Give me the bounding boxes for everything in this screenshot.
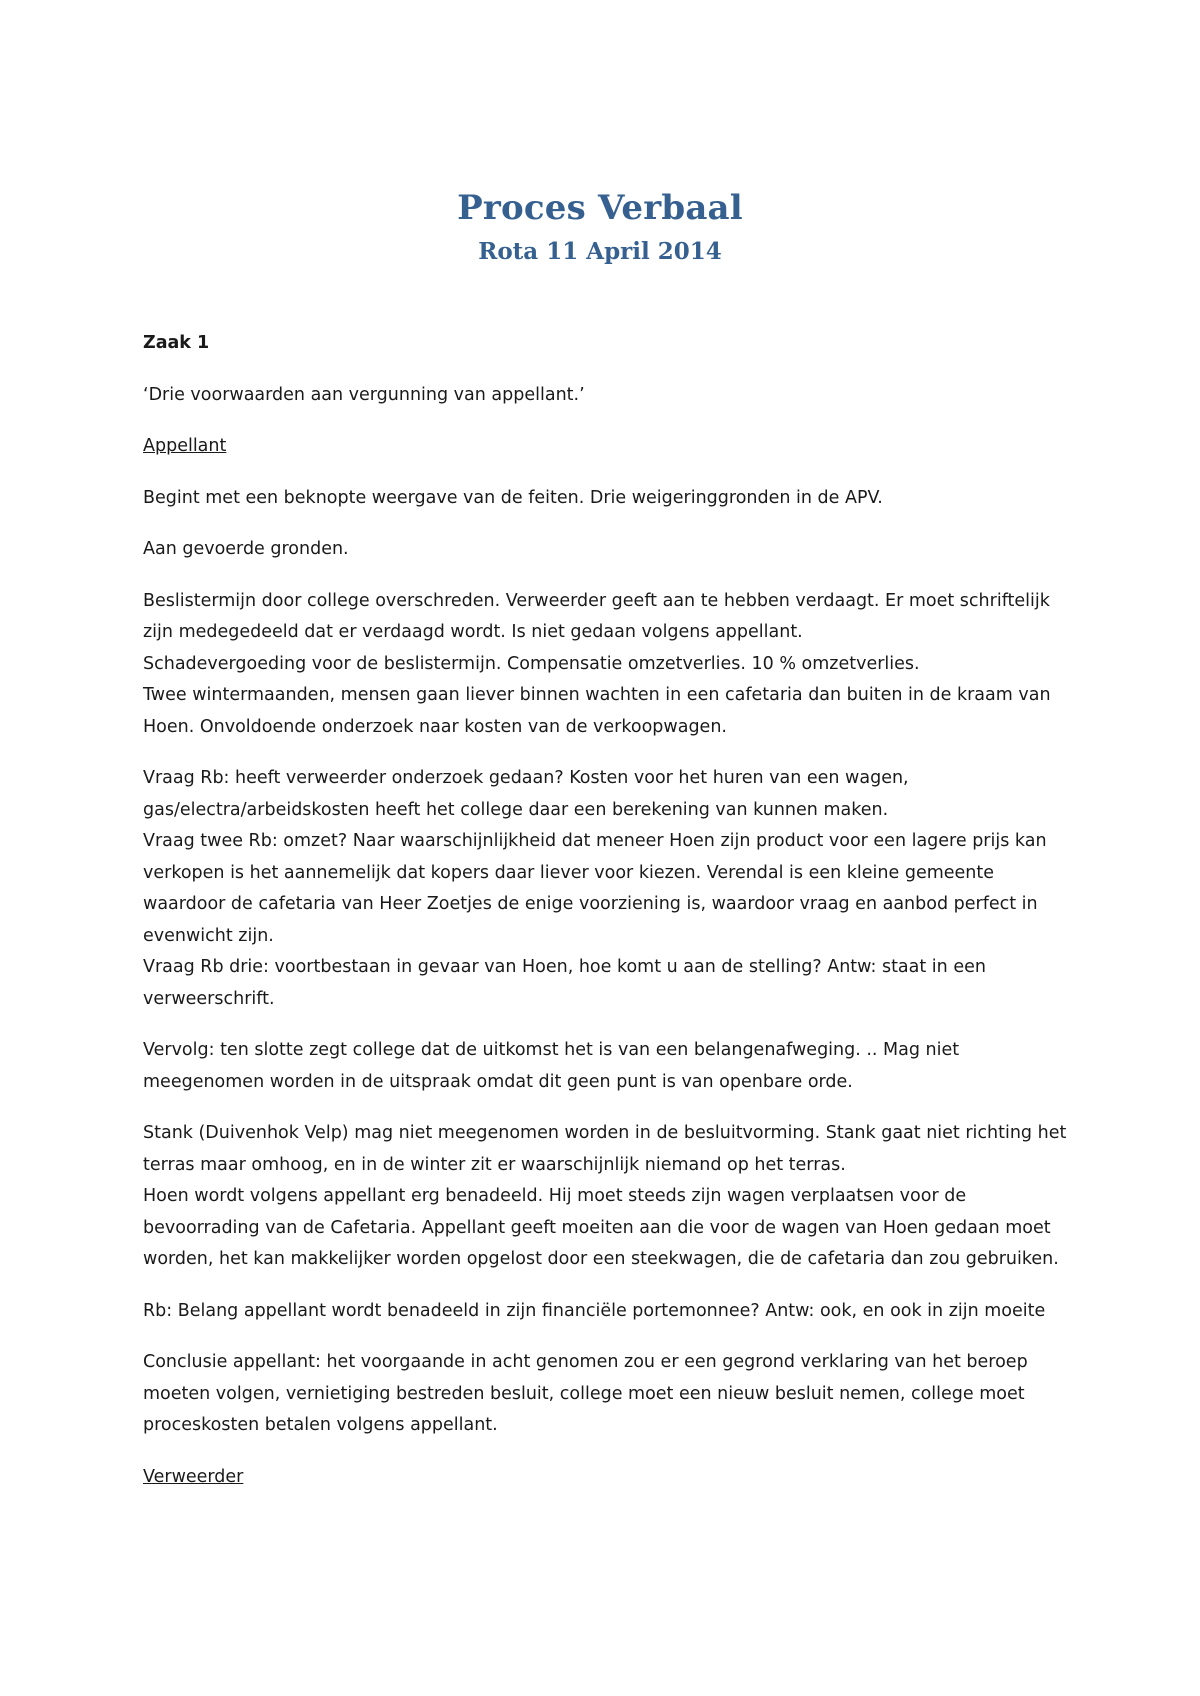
text-line: Vraag twee Rb: omzet? Naar waarschijnlijkheid dat meneer Hoen zijn product voor een lagere prijs kan verkopen is het aannemelijk dat kopers daar liever voor kiezen. Verendal is een kleine gemeente waardoor de cafetaria van Heer Zoetjes de enige voorziening is, waardoor vraag en aanbod perfect in evenwicht zijn.	[143, 831, 1047, 946]
case-summary: ‘Drie voorwaarden aan vergunning van appellant.’	[143, 384, 585, 405]
paragraph-grounds: Aan gevoerde gronden.	[143, 539, 349, 559]
section-heading-appellant: Appellant	[143, 436, 227, 456]
text-line: Schadevergoeding voor de beslistermijn. Compensatie omzetverlies. 10 % omzetverlies.	[143, 653, 920, 674]
paragraph-facts: Begint met een beknopte weergave van de feiten. Drie weigeringgronden in de APV.	[143, 487, 883, 508]
paragraph-court-questions	[143, 763, 1068, 1015]
text-line: Stank (Duivenhok Velp) mag niet meegenomen worden in de besluitvorming. Stank gaat niet richting het terras maar omhoog, en in de winter zit er waarschijnlijk niemand op het terras.	[143, 1123, 1067, 1175]
text-line: Hoen wordt volgens appellant erg benadeeld. Hij moet steeds zijn wagen verplaatsen voor de bevoorrading van de Cafetaria. Appellant geeft moeiten aan die voor de wagen van Hoen gedaan moet worden, het kan makkelijker worden opgelost door een steekwagen, die de cafetaria dan zou gebruiken.	[143, 1186, 1059, 1269]
paragraph-interest: Rb: Belang appellant wordt benadeeld in zijn financiële portemonnee? Antw: ook, en ook in zijn moeite	[143, 1300, 1046, 1321]
paragraph-continuation: Vervolg: ten slotte zegt college dat de uitkomst het is van een belangenafweging. .. Mag niet meegenomen worden in de uitspraak omdat dit geen punt is van openbare orde.	[143, 1040, 960, 1092]
document-title: Proces Verbaal	[457, 188, 743, 228]
text-line: Vraag Rb: heeft verweerder onderzoek gedaan? Kosten voor het huren van een wagen, gas/electra/arbeidskosten heeft het college daar een berekening van kunnen maken.	[143, 768, 909, 820]
document-subtitle: Rota 11 April 2014	[478, 238, 722, 265]
paragraph-decision-term	[143, 586, 1068, 744]
text-line: Vraag Rb drie: voortbestaan in gevaar van Hoen, hoe komt u aan de stelling? Antw: staat in een verweerschrift.	[143, 957, 986, 1009]
document-header	[0, 188, 1200, 266]
case-heading: Zaak 1	[143, 333, 210, 353]
section-heading-respondent: Verweerder	[143, 1466, 244, 1487]
document-body	[143, 328, 1068, 1493]
text-line: Twee wintermaanden, mensen gaan liever binnen wachten in een cafetaria dan buiten in de kraam van Hoen. Onvoldoende onderzoek naar kosten van de verkoopwagen.	[143, 685, 1051, 737]
paragraph-odor	[143, 1118, 1068, 1276]
text-line: Beslistermijn door college overschreden. Verweerder geeft aan te hebben verdaagt. Er moet schriftelijk zijn medegedeeld dat er verdaagd wordt. Is niet gedaan volgens appellant.	[143, 590, 1050, 642]
paragraph-conclusion: Conclusie appellant: het voorgaande in acht genomen zou er een gegrond verklaring van het beroep moeten volgen, vernietiging bestreden besluit, college moet een nieuw besluit nemen, college moet proceskosten betalen volgens appellant.	[143, 1352, 1028, 1435]
